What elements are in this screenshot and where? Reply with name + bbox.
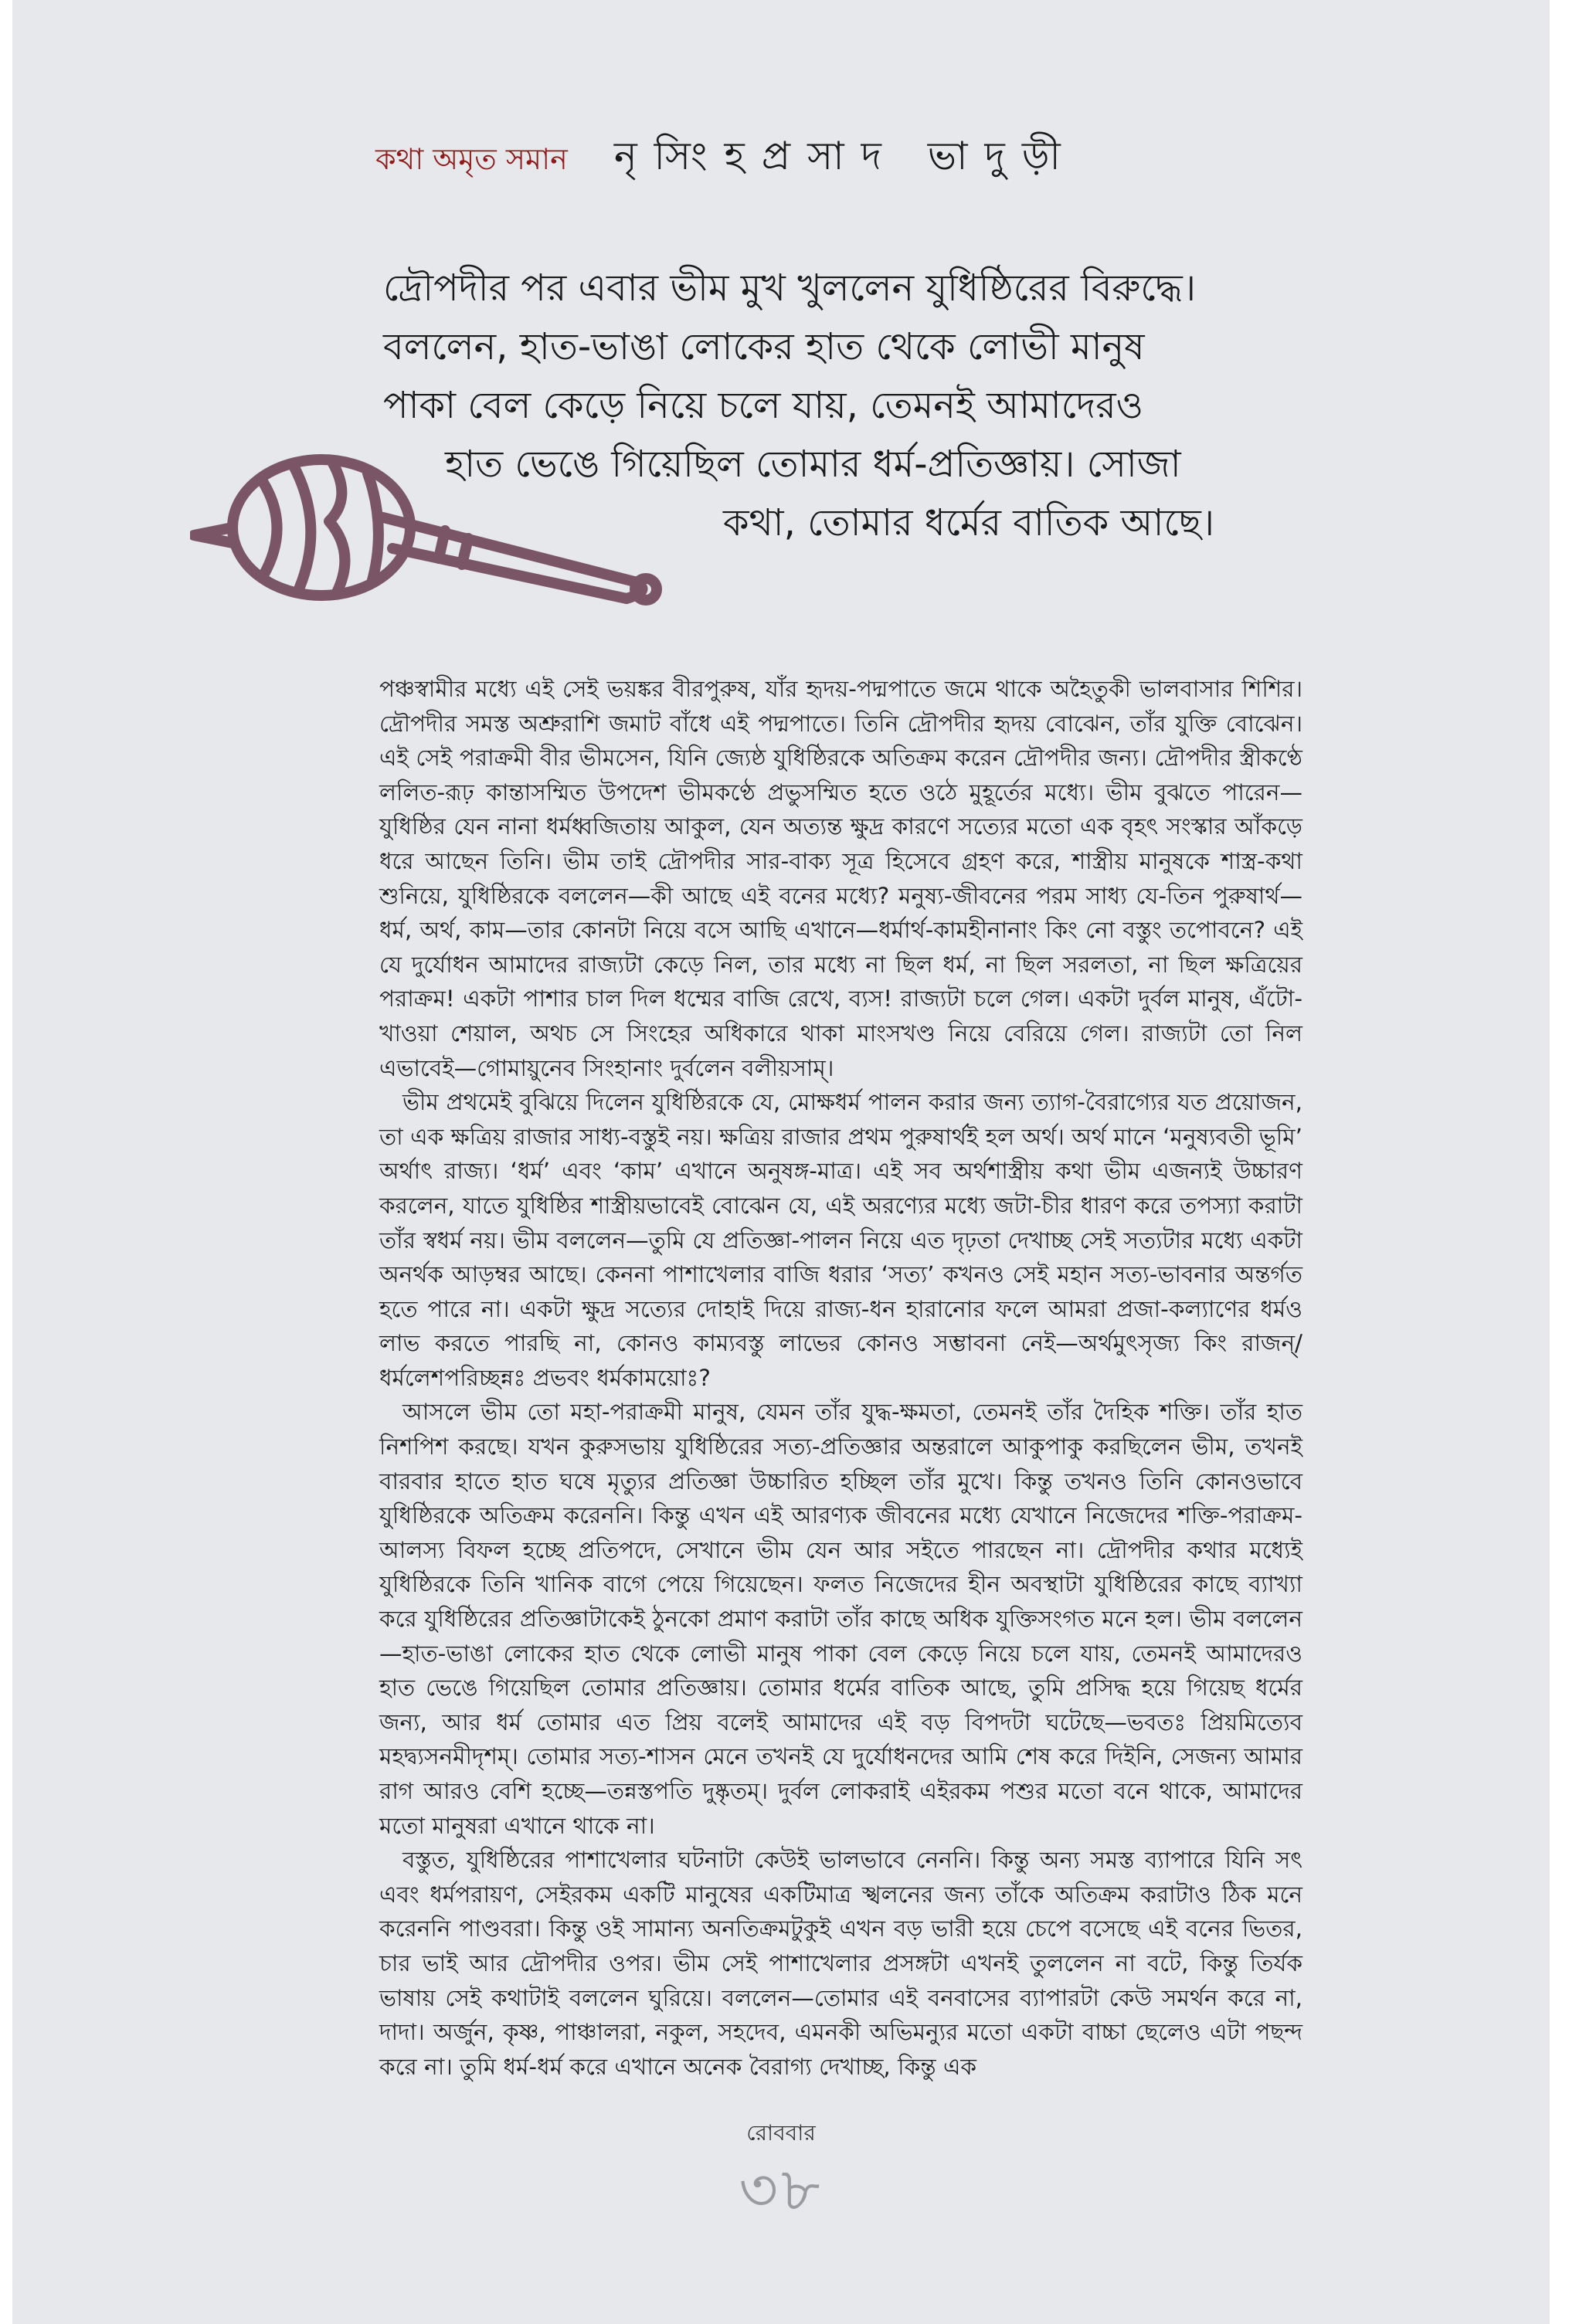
- magazine-page: [12, 0, 1550, 2324]
- mace-icon: [190, 444, 692, 614]
- pull-quote-line: হাত ভেঙে গিয়েছিল তোমার ধর্ম-প্রতিজ্ঞায়। সোজা: [445, 443, 1181, 486]
- body-paragraph: পঞ্চস্বামীর মধ্যে এই সেই ভয়ঙ্কর বীরপুরুষ, যাঁর হৃদয়-পদ্মপাতে জমে থাকে অহৈতুকী ভালবাসার শিশির। দ্রৌপদীর সমস্ত অশ্রুরাশি জমাট বাঁধে এই পদ্মপাতে। তিনি দ্রৌপদীর হৃদয় বোঝেন, তাঁর যুক্তি বোঝেন। এই সেই পরাক্রমী বীর ভীমসেন, যিনি জ্যেষ্ঠ যুধিষ্ঠিরকে অতিক্রম করেন দ্রৌপদীর জন্য। দ্রৌপদীর স্ত্রীকণ্ঠে ললিত-রূঢ় কান্তাসম্মিত উপদেশ ভীমকণ্ঠে প্রভুসম্মিত হতে ওঠে মুহূর্তের মধ্যে। ভীম বুঝতে পারেন—যুধিষ্ঠির যেন নানা ধর্মধ্বজিতায় আকুল, যেন অত্যন্ত ক্ষুদ্র কারণে সত্যের মতো এক বৃহৎ সংস্কার আঁকড়ে ধরে আছেন তিনি। ভীম তাই দ্রৌপদীর সার-বাক্য সূত্র হিসেবে গ্রহণ করে, শাস্ত্রীয় মানুষকে শাস্ত্র-কথা শুনিয়ে, যুধিষ্ঠিরকে বললেন—কী আছে এই বনের মধ্যে? মনুষ্য-জীবনের পরম সাধ্য যে-তিন পুরুষার্থ—ধর্ম, অর্থ, কাম—তার কোনটা নিয়ে বসে আছি এখানে—ধর্মার্থ-কামহীনানাং কিং নো বস্তুং তপোবনে? এই যে দুর্যোধন আমাদের রাজ্যটা কেড়ে নিল, তার মধ্যে না ছিল ধর্ম, না ছিল সরলতা, না ছিল ক্ষত্রিয়ের পরাক্রম! একটা পাশার চাল দিল ধম্মের বাজি রেখে, ব্যস! রাজ্যটা চলে গেল। একটা দুর্বল মানুষ, এঁটো-খাওয়া শেয়াল, অথচ সে সিংহের অধিকারে থাকা মাংসখণ্ড নিয়ে বেরিয়ে গেল। রাজ্যটা তো নিল এভাবেই—গোমায়ুনেব সিংহানাং দুর্বলেন বলীয়সাম্।: [379, 676, 1302, 1081]
- body-paragraph: ভীম প্রথমেই বুঝিয়ে দিলেন যুধিষ্ঠিরকে যে, মোক্ষধর্ম পালন করার জন্য ত্যাগ-বৈরাগ্যের যত প্রয়োজন, তা এক ক্ষত্রিয় রাজার সাধ্য-বস্তুই নয়। ক্ষত্রিয় রাজার প্রথম পুরুষার্থই হল অর্থ। অর্থ মানে ‘মনুষ্যবতী ভূমি’ অর্থাৎ রাজ্য। ‘ধর্ম’ এবং ‘কাম’ এখানে অনুষঙ্গ-মাত্র। এই সব অর্থশাস্ত্রীয় কথা ভীম এজন্যই উচ্চারণ করলেন, যাতে যুধিষ্ঠির শাস্ত্রীয়ভাবেই বোঝেন যে, এই অরণ্যের মধ্যে জটা-চীর ধারণ করে তপস্যা করাটা তাঁর স্বধর্ম নয়। ভীম বললেন—তুমি যে প্রতিজ্ঞা-পালন নিয়ে এত দৃঢ়তা দেখাচ্ছ সেই সত্যটার মধ্যে একটা অনর্থক আড়ম্বর আছে। কেননা পাশাখেলার বাজি ধরার ‘সত্য’ কখনও সেই মহান সত্য-ভাবনার অন্তর্গত হতে পারে না। একটা ক্ষুদ্র সত্যের দোহাই দিয়ে রাজ্য-ধন হারানোর ফলে আমরা প্রজা-কল্যাণের ধর্মও লাভ করতে পারছি না, কোনও কাম্যবস্তু লাভের কোনও সম্ভাবনা নেই—অর্থমুৎসৃজ্য কিং রাজন্/ধর্মলেশপরিচ্ছন্নঃ প্রভবং ধর্মকাময়োঃ?: [379, 1089, 1302, 1391]
- author-name: নৃসিংহপ্রসাদ ভাদুড়ী: [613, 134, 1078, 178]
- footer-label: রোববার: [746, 2120, 816, 2146]
- body-paragraph: বস্তুত, যুধিষ্ঠিরের পাশাখেলার ঘটনাটা কেউই ভালভাবে নেননি। কিন্তু অন্য সমস্ত ব্যাপারে যিনি সৎ এবং ধর্মপরায়ণ, সেইরকম একটি মানুষের একটিমাত্র স্খলনের জন্য তাঁকে অতিক্রম করাটাও ঠিক মনে করেননি পাণ্ডবরা। কিন্তু ওই সামান্য অনতিক্রমটুকুই এখন বড় ভারী হয়ে চেপে বসেছে এই বনের ভিতর, চার ভাই আর দ্রৌপদীর ওপর। ভীম সেই পাশাখেলার প্রসঙ্গটা এখনই তুললেন না বটে, কিন্তু তির্যক ভাষায় সেই কথাটাই বললেন ঘুরিয়ে। বললেন—তোমার এই বনবাসের ব্যাপারটা কেউ সমর্থন করে না, দাদা। অর্জুন, কৃষ্ণ, পাঞ্চালরা, নকুল, সহদেব, এমনকী অভিমন্যুর মতো একটা বাচ্চা ছেলেও এটা পছন্দ করে না। তুমি ধর্ম-ধর্ম করে এখানে অনেক বৈরাগ্য দেখাচ্ছ, কিন্তু এক: [379, 1847, 1302, 2080]
- series-title: কথা অমৃত সমান: [375, 142, 568, 176]
- article-body: [379, 672, 1302, 2084]
- body-paragraph: আসলে ভীম তো মহা-পরাক্রমী মানুষ, যেমন তাঁর যুদ্ধ-ক্ষমতা, তেমনই তাঁর দৈহিক শক্তি। তাঁর হাত নিশপিশ করছে। যখন কুরুসভায় যুধিষ্ঠিরের সত্য-প্রতিজ্ঞার অন্তরালে আকুপাকু করছিলেন ভীম, তখনই বারবার হাতে হাত ঘষে মৃত্যুর প্রতিজ্ঞা উচ্চারিত হচ্ছিল তাঁর মুখে। কিন্তু তখনও তিনি কোনওভাবে যুধিষ্ঠিরকে অতিক্রম করেননি। কিন্তু এখন এই আরণ্যক জীবনের মধ্যে যেখানে নিজেদের শক্তি-পরাক্রম-আলস্য বিফল হচ্ছে প্রতিপদে, সেখানে ভীম যেন আর সইতে পারছেন না। দ্রৌপদীর কথার মধ্যেই যুধিষ্ঠিরকে তিনি খানিক বাগে পেয়ে গিয়েছেন। ফলত নিজেদের হীন অবস্থাটা যুধিষ্ঠিরের কাছে ব্যাখ্যা করে যুধিষ্ঠিরের প্রতিজ্ঞাটাকেই ঠুনকো প্রমাণ করাটা তাঁর কাছে অধিক যুক্তিসংগত মনে হল। ভীম বললেন—হাত-ভাঙা লোকের হাত থেকে লোভী মানুষ পাকা বেল কেড়ে নিয়ে চলে যায়, তেমনই আমাদেরও হাত ভেঙে গিয়েছিল তোমার প্রতিজ্ঞায়। তোমার ধর্মের বাতিক আছে, তুমি প্রসিদ্ধ হয়ে গিয়েছ ধর্মের জন্য, আর ধর্ম তোমার এত প্রিয় বলেই আমাদের এই বড় বিপদটা ঘটেছে—ভবতঃ প্রিয়মিত্যেব মহদ্ব্যসনমীদৃশম্। তোমার সত্য-শাসন মেনে তখনই যে দুর্যোধনদের আমি শেষ করে দিইনি, সেজন্য আমার রাগ আরও বেশি হচ্ছে—তন্নস্তপতি দুষ্কৃতম্। দুর্বল লোকরাই এইরকম পশুর মতো বনে থাকে, আমাদের মতো মানুষরা এখানে থাকে না।: [379, 1399, 1302, 1839]
- pull-quote-line: পাকা বেল কেড়ে নিয়ে চলে যায়, তেমনই আমাদেরও: [383, 384, 1143, 427]
- pull-quote-line: দ্রৌপদীর পর এবার ভীম মুখ খুললেন যুধিষ্ঠিরের বিরুদ্ধে।: [383, 266, 1197, 310]
- pull-quote-line: কথা, তোমার ধর্মের বাতিক আছে।: [723, 501, 1214, 545]
- pull-quote-line: বললেন, হাত-ভাঙা লোকের হাত থেকে লোভী মানুষ: [383, 325, 1145, 368]
- page-header: [375, 127, 1078, 192]
- page-number: ৩৮: [739, 2156, 824, 2225]
